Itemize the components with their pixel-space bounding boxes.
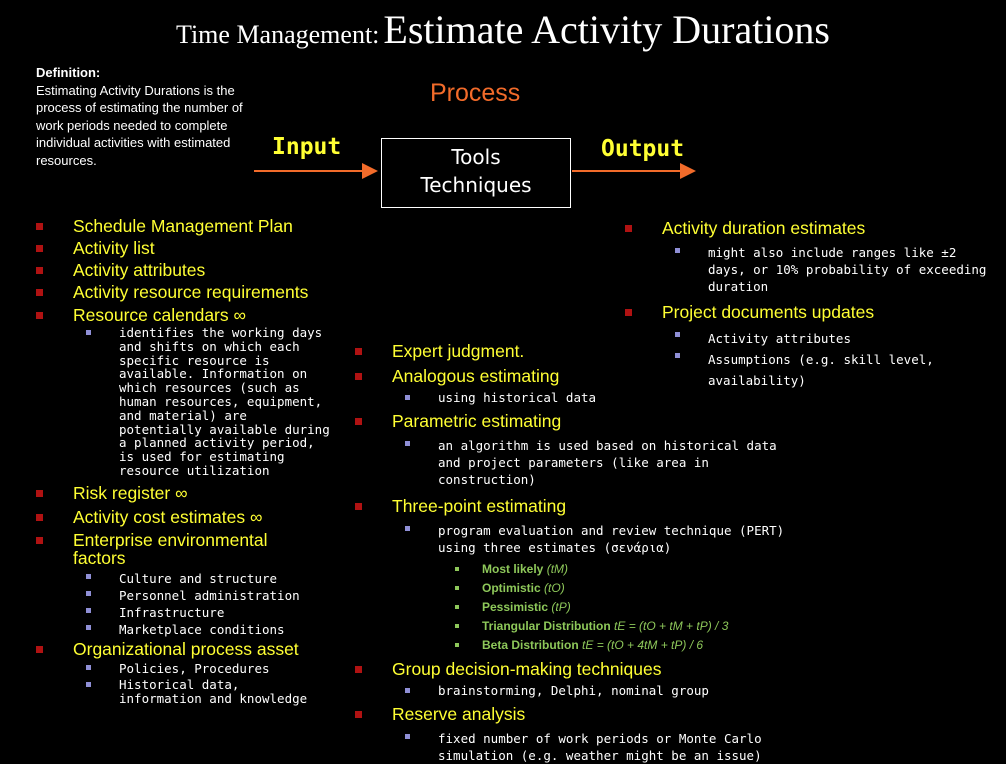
tool-item-expert-judgment: Expert judgment.: [355, 342, 795, 360]
pert-triangular: [455, 619, 795, 634]
output-label: Output: [601, 136, 685, 162]
pert-beta: [455, 638, 795, 653]
process-label: Process: [430, 79, 521, 107]
input-label: Input: [272, 134, 342, 160]
pert-most-likely-label: Most likely: [482, 562, 544, 576]
pert-pessimistic-label: Pessimistic: [482, 600, 549, 614]
resource-calendars-note: identifies the working days and shifts on which each specific resource is available. Information on which resources (such as human resources, equipment, and material) are potentially available during a planned activity period, is used for estimating resource utilization: [86, 326, 334, 478]
pert-beta-label: Beta Distribution: [482, 638, 579, 652]
eef-item-marketplace: Marketplace conditions: [86, 621, 336, 638]
three-point-note: program evaluation and review technique (PERT) using three estimates (σενάρια): [405, 522, 788, 556]
pert-optimistic: [455, 581, 795, 596]
output-item-duration-estimates: Activity duration estimates: [625, 219, 995, 237]
tool-item-group-decision: Group decision-making techniques: [355, 660, 795, 678]
opa-item-historical: Historical data, information and knowledge: [86, 678, 319, 706]
eef-item-culture: Culture and structure: [86, 570, 336, 587]
tool-item-parametric: Parametric estimating: [355, 412, 795, 430]
parametric-note: an algorithm is used based on historical data and project parameters (like area in construction): [405, 437, 798, 488]
duration-note: might also include ranges like ±2 days, or 10% probability of exceeding duration: [675, 244, 998, 295]
input-item-schedule-plan: Schedule Management Plan: [36, 217, 336, 235]
input-item-activity-attributes: Activity attributes: [36, 261, 336, 279]
reserve-note: fixed number of work periods or Monte Carlo simulation (e.g. weather might be an issue): [405, 730, 778, 764]
tools-box-line2: Techniques: [420, 173, 532, 197]
eef-item-infrastructure: Infrastructure: [86, 604, 336, 621]
input-item-cost-estimates: Activity cost estimates ∞: [36, 508, 336, 526]
input-item-eef: Enterprise environmental factors: [36, 531, 303, 567]
title-prefix: Time Management:: [175, 20, 380, 49]
inputs-list: [36, 217, 336, 706]
definition-text: Estimating Activity Durations is the process of estimating the number of work periods needed to complete individual activities with estimated resources.: [36, 82, 243, 168]
title-main: Estimate Activity Durations: [383, 7, 830, 52]
pert-most-likely: [455, 562, 795, 577]
tools-list: [355, 342, 795, 764]
tool-item-three-point: Three-point estimating: [355, 497, 795, 515]
input-item-resource-requirements: Activity resource requirements: [36, 283, 336, 301]
outputs-list: [625, 219, 995, 391]
output-item-project-docs: Project documents updates: [625, 303, 995, 321]
pert-pessimistic: [455, 600, 795, 615]
pert-triangular-label: Triangular Distribution: [482, 619, 611, 633]
project-docs-item-assumptions: Assumptions (e.g. skill level, availability): [675, 349, 995, 391]
eef-item-personnel: Personnel administration: [86, 587, 336, 604]
group-decision-note: brainstorming, Delphi, nominal group: [405, 684, 795, 698]
pert-most-likely-sym: (tM): [546, 562, 569, 576]
tool-item-analogous: Analogous estimating: [355, 367, 795, 385]
opa-item-policies: Policies, Procedures: [86, 661, 336, 676]
pert-beta-formula: tE = (tO + 4tM + tP) / 6: [582, 638, 704, 652]
input-item-opa: Organizational process asset: [36, 640, 336, 658]
pert-triangular-formula: tE = (tO + tM + tP) / 3: [614, 619, 729, 633]
project-docs-item-attributes: Activity attributes: [675, 328, 995, 349]
input-item-activity-list: Activity list: [36, 239, 336, 257]
tools-box-line1: Tools: [451, 145, 501, 169]
tool-item-reserve-analysis: Reserve analysis: [355, 705, 795, 723]
analogous-note: using historical data: [405, 391, 795, 405]
pert-optimistic-sym: (tO): [544, 581, 565, 595]
pert-pessimistic-sym: (tP): [551, 600, 571, 614]
definition-label: Definition:: [36, 65, 101, 80]
input-item-resource-calendars: Resource calendars ∞: [36, 306, 336, 324]
input-item-risk-register: Risk register ∞: [36, 484, 336, 502]
pert-optimistic-label: Optimistic: [482, 581, 541, 595]
